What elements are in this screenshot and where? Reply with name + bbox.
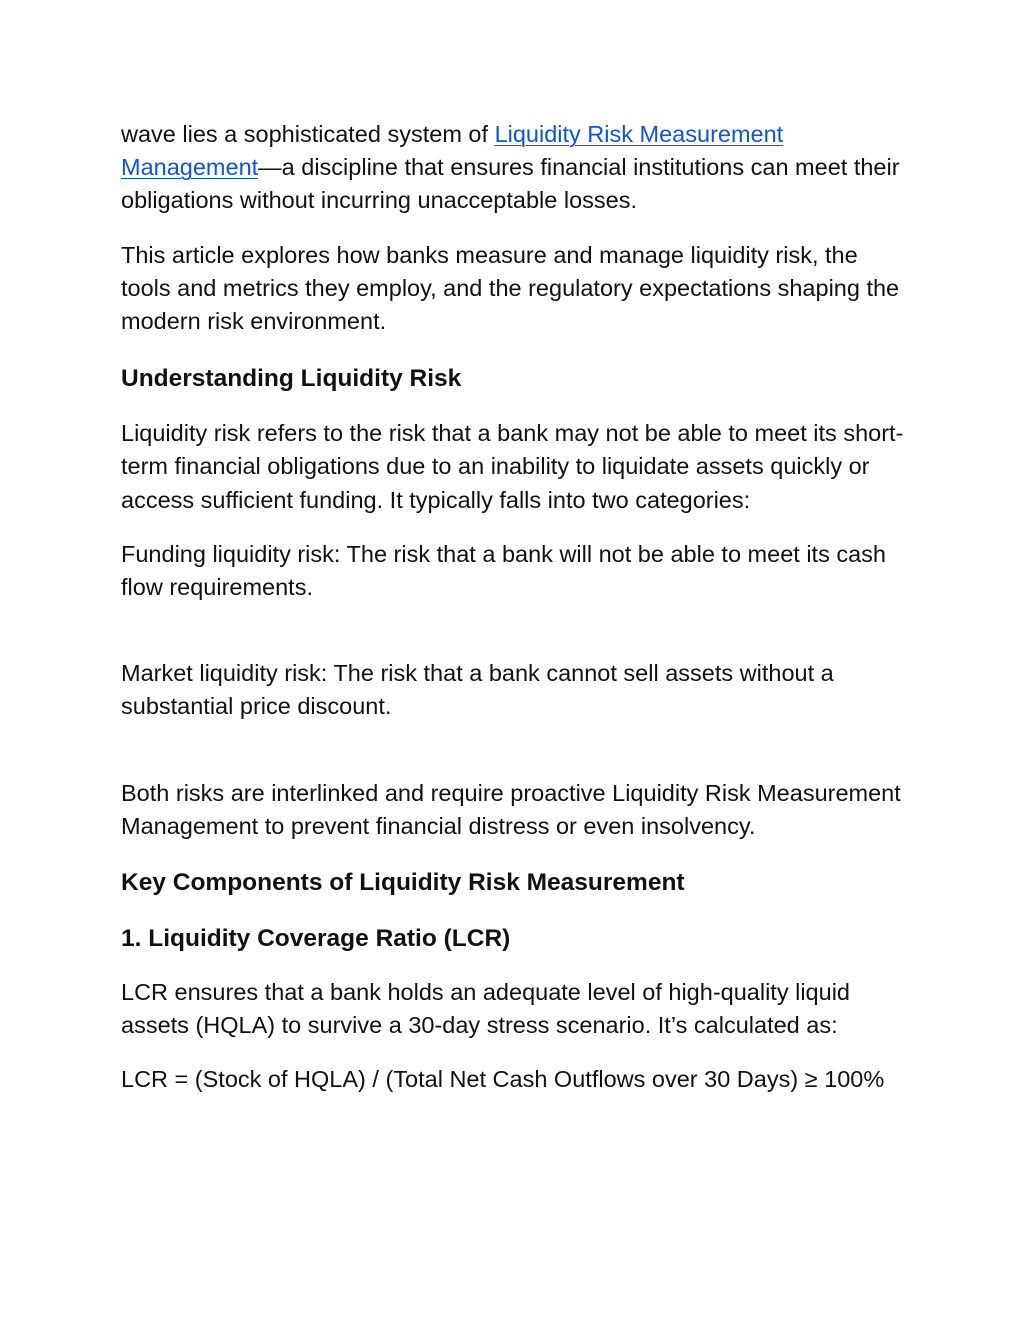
- document-page: [121, 118, 911, 1097]
- interlinked-risks-paragraph: Both risks are interlinked and require proactive Liquidity Risk Measurement Management to prevent financial distress or even insolvency.: [121, 779, 901, 839]
- lcr-description-paragraph: LCR ensures that a bank holds an adequate level of high-quality liquid assets (HQLA) to survive a 30-day stress scenario. It’s calculated as:: [121, 979, 850, 1039]
- intro-lead-text: wave lies a sophisticated system of: [121, 121, 495, 147]
- liquidity-risk-management-link[interactable]: Liquidity Risk Measurement Management: [121, 121, 784, 181]
- market-liquidity-risk-paragraph: Market liquidity risk: The risk that a bank cannot sell assets without a substantial price discount.: [121, 660, 834, 720]
- liquidity-risk-definition-paragraph: Liquidity risk refers to the risk that a bank may not be able to meet its short-term financial obligations due to an inability to liquidate assets quickly or access sufficient funding. It typically falls into two categories:: [121, 420, 904, 513]
- intro-paragraph: [121, 118, 911, 218]
- lcr-heading: 1. Liquidity Coverage Ratio (LCR): [121, 925, 511, 953]
- understanding-liquidity-risk-heading: Understanding Liquidity Risk: [121, 365, 462, 393]
- key-components-heading: Key Components of Liquidity Risk Measurement: [121, 869, 685, 897]
- funding-liquidity-risk-paragraph: Funding liquidity risk: The risk that a bank will not be able to meet its cash flow requirements.: [121, 540, 887, 601]
- lcr-formula-paragraph: LCR = (Stock of HQLA) / (Total Net Cash Outflows over 30 Days) ≥ 100%: [121, 1066, 885, 1093]
- intro-trail-text: —a discipline that ensures financial institutions can meet their obligations without incurring unacceptable losses.: [121, 154, 900, 214]
- article-scope-paragraph: This article explores how banks measure and manage liquidity risk, the tools and metrics they employ, and the regulatory expectations shaping the modern risk environment.: [121, 241, 900, 335]
